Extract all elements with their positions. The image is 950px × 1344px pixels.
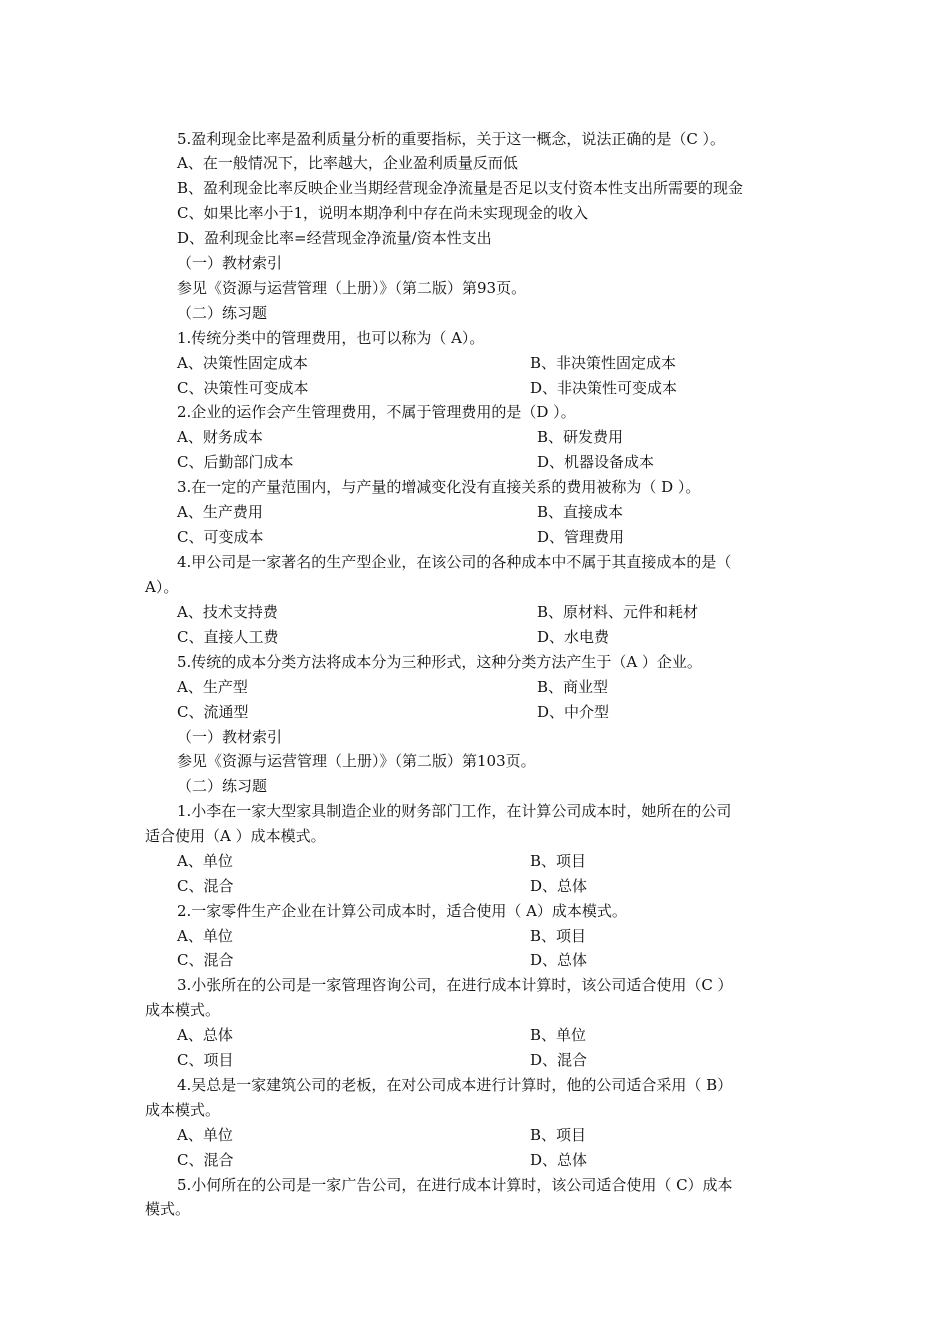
section-heading: （一）教材索引 xyxy=(177,728,283,746)
question-text-continued: 成本模式。 xyxy=(145,1101,221,1119)
option-a: A、技术支持费 xyxy=(177,603,278,621)
option-b: B、单位 xyxy=(530,1026,587,1044)
question-text: 4.甲公司是一家著名的生产型企业，在该公司的各种成本中不属于其直接成本的是（ xyxy=(177,553,732,571)
section-heading: （二）练习题 xyxy=(177,777,268,795)
option-b: B、盈利现金比率反映企业当期经营现金净流量是否足以支付资本性支出所需要的现金 xyxy=(177,179,744,197)
question-text-continued: A）。 xyxy=(145,578,179,596)
option-a: A、单位 xyxy=(177,852,233,870)
option-a: A、单位 xyxy=(177,927,233,945)
section-heading: （二）练习题 xyxy=(177,304,268,322)
option-c: C、直接人工费 xyxy=(177,628,279,646)
option-a: A、生产型 xyxy=(177,678,248,696)
option-c: C、混合 xyxy=(177,951,234,969)
option-b: B、直接成本 xyxy=(537,503,624,521)
option-a: A、财务成本 xyxy=(177,428,263,446)
option-c: C、流通型 xyxy=(177,703,249,721)
question-text-continued: 适合使用（A ）成本模式。 xyxy=(145,827,326,845)
option-a: A、总体 xyxy=(177,1026,233,1044)
option-d: D、盈利现金比率=经营现金净流量/资本性支出 xyxy=(177,229,492,247)
textbook-reference: 参见《资源与运营管理（上册）》（第二版）第103页。 xyxy=(177,752,536,770)
question-text: 5.传统的成本分类方法将成本分为三种形式，这种分类方法产生于（A ）企业。 xyxy=(177,653,702,671)
option-a: A、决策性固定成本 xyxy=(177,354,308,372)
question-text: 2.一家零件生产企业在计算公司成本时，适合使用（ A）成本模式。 xyxy=(177,902,627,920)
option-b: B、原材料、元件和耗材 xyxy=(537,603,699,621)
option-d: D、非决策性可变成本 xyxy=(530,379,678,397)
option-c: C、如果比率小于1，说明本期净利中存在尚未实现现金的收入 xyxy=(177,204,589,222)
option-d: D、水电费 xyxy=(537,628,610,646)
option-c: C、决策性可变成本 xyxy=(177,379,309,397)
option-d: D、总体 xyxy=(530,1151,588,1169)
question-text: 2.企业的运作会产生管理费用，不属于管理费用的是（D ）。 xyxy=(177,403,576,421)
option-c: C、混合 xyxy=(177,1151,234,1169)
question-text: 5.小何所在的公司是一家广告公司，在进行成本计算时，该公司适合使用（ C）成本 xyxy=(177,1176,733,1194)
option-b: B、研发费用 xyxy=(537,428,624,446)
question-text: 3.小张所在的公司是一家管理咨询公司，在进行成本计算时，该公司适合使用（C ） xyxy=(177,976,733,994)
question-text: 3.在一定的产量范围内，与产量的增减变化没有直接关系的费用被称为（ D ）。 xyxy=(177,478,701,496)
option-d: D、总体 xyxy=(530,951,588,969)
option-b: B、商业型 xyxy=(537,678,609,696)
question-text: 5.盈利现金比率是盈利质量分析的重要指标，关于这一概念，说法正确的是（C ）。 xyxy=(177,130,726,148)
option-c: C、项目 xyxy=(177,1051,234,1069)
option-d: D、总体 xyxy=(530,877,588,895)
option-d: D、中介型 xyxy=(537,703,610,721)
question-text: 4.吴总是一家建筑公司的老板，在对公司成本进行计算时，他的公司适合采用（ B） xyxy=(177,1076,733,1094)
question-text-continued: 成本模式。 xyxy=(145,1001,221,1019)
option-b: B、项目 xyxy=(530,927,587,945)
option-c: C、可变成本 xyxy=(177,528,264,546)
option-a: A、在一般情况下，比率越大，企业盈利质量反而低 xyxy=(177,154,518,172)
question-text: 1.小李在一家大型家具制造企业的财务部门工作，在计算公司成本时，她所在的公司 xyxy=(177,802,732,820)
textbook-reference: 参见《资源与运营管理（上册）》（第二版）第93页。 xyxy=(177,279,527,297)
option-d: D、混合 xyxy=(530,1051,588,1069)
option-c: C、后勤部门成本 xyxy=(177,453,294,471)
option-d: D、机器设备成本 xyxy=(537,453,655,471)
option-a: A、生产费用 xyxy=(177,503,263,521)
option-b: B、项目 xyxy=(530,1126,587,1144)
option-a: A、单位 xyxy=(177,1126,233,1144)
question-text-continued: 模式。 xyxy=(145,1200,191,1218)
option-d: D、管理费用 xyxy=(537,528,625,546)
option-b: B、非决策性固定成本 xyxy=(530,354,677,372)
question-text: 1.传统分类中的管理费用，也可以称为（ A）。 xyxy=(177,329,485,347)
option-c: C、混合 xyxy=(177,877,234,895)
option-b: B、项目 xyxy=(530,852,587,870)
section-heading: （一）教材索引 xyxy=(177,254,283,272)
